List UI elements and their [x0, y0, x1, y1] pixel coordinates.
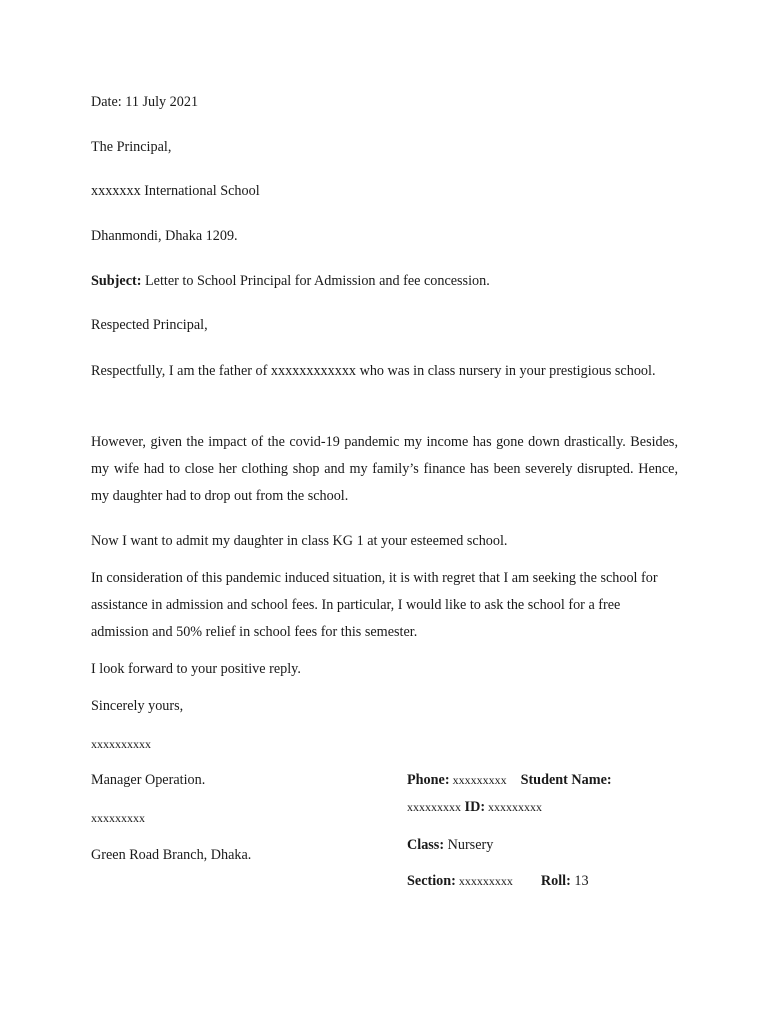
- sender-name: xxxxxxxxxx: [91, 737, 151, 751]
- sender-branch: Green Road Branch, Dhaka.: [91, 847, 252, 863]
- class-row: [407, 837, 493, 854]
- subject-label: Subject:: [91, 273, 142, 289]
- body-paragraph-4: In consideration of this pandemic induced situation, it is with regret that I am seeking the school for assistance in admission and school fees. In particular, I would like to ask the school for a free admission and 50% relief in school fees for this semester.: [91, 570, 658, 640]
- section-value: xxxxxxxxx: [455, 874, 513, 888]
- body-paragraph-3: Now I want to admit my daughter in class KG 1 at your esteemed school.: [91, 533, 508, 549]
- student-name-label: Student Name:: [520, 772, 612, 788]
- phone-label: Phone:: [407, 772, 450, 788]
- sender-position: Manager Operation.: [91, 772, 206, 788]
- roll-value: 13: [570, 873, 589, 889]
- class-value: Nursery: [444, 837, 494, 853]
- student-name-id-row: [407, 799, 542, 816]
- phone-value: xxxxxxxxx: [449, 773, 507, 787]
- section-label: Section:: [407, 873, 456, 889]
- sender-id: xxxxxxxxx: [91, 811, 145, 825]
- subject-line: [91, 273, 490, 290]
- section-roll-row: [407, 873, 589, 890]
- body-paragraph-5: I look forward to your positive reply.: [91, 661, 301, 677]
- subject-text: Letter to School Principal for Admission and fee concession.: [141, 273, 490, 289]
- closing: Sincerely yours,: [91, 698, 184, 714]
- id-label: ID:: [461, 799, 486, 815]
- roll-label: Roll:: [540, 873, 571, 889]
- salutation: Respected Principal,: [91, 317, 208, 333]
- class-label: Class:: [407, 837, 445, 853]
- body-paragraph-2: However, given the impact of the covid-19 pandemic my income has gone down drastically. Besides, my wife had to close her clothing shop and my family’s finance has been severely disrupted. Hence, my daughter had to drop out from the school.: [91, 434, 678, 504]
- id-value: xxxxxxxxx: [485, 800, 543, 814]
- phone-student-row: [407, 772, 612, 789]
- body-paragraph-1: Respectfully, I am the father of xxxxxxxxxxxx who was in class nursery in your prestigious school.: [91, 363, 656, 379]
- school-name: xxxxxxx International School: [91, 183, 260, 199]
- letter-date: Date: 11 July 2021: [91, 94, 199, 110]
- recipient-title: The Principal,: [91, 139, 172, 155]
- student-name-value: xxxxxxxxx: [407, 800, 461, 814]
- school-address: Dhanmondi, Dhaka 1209.: [91, 228, 238, 244]
